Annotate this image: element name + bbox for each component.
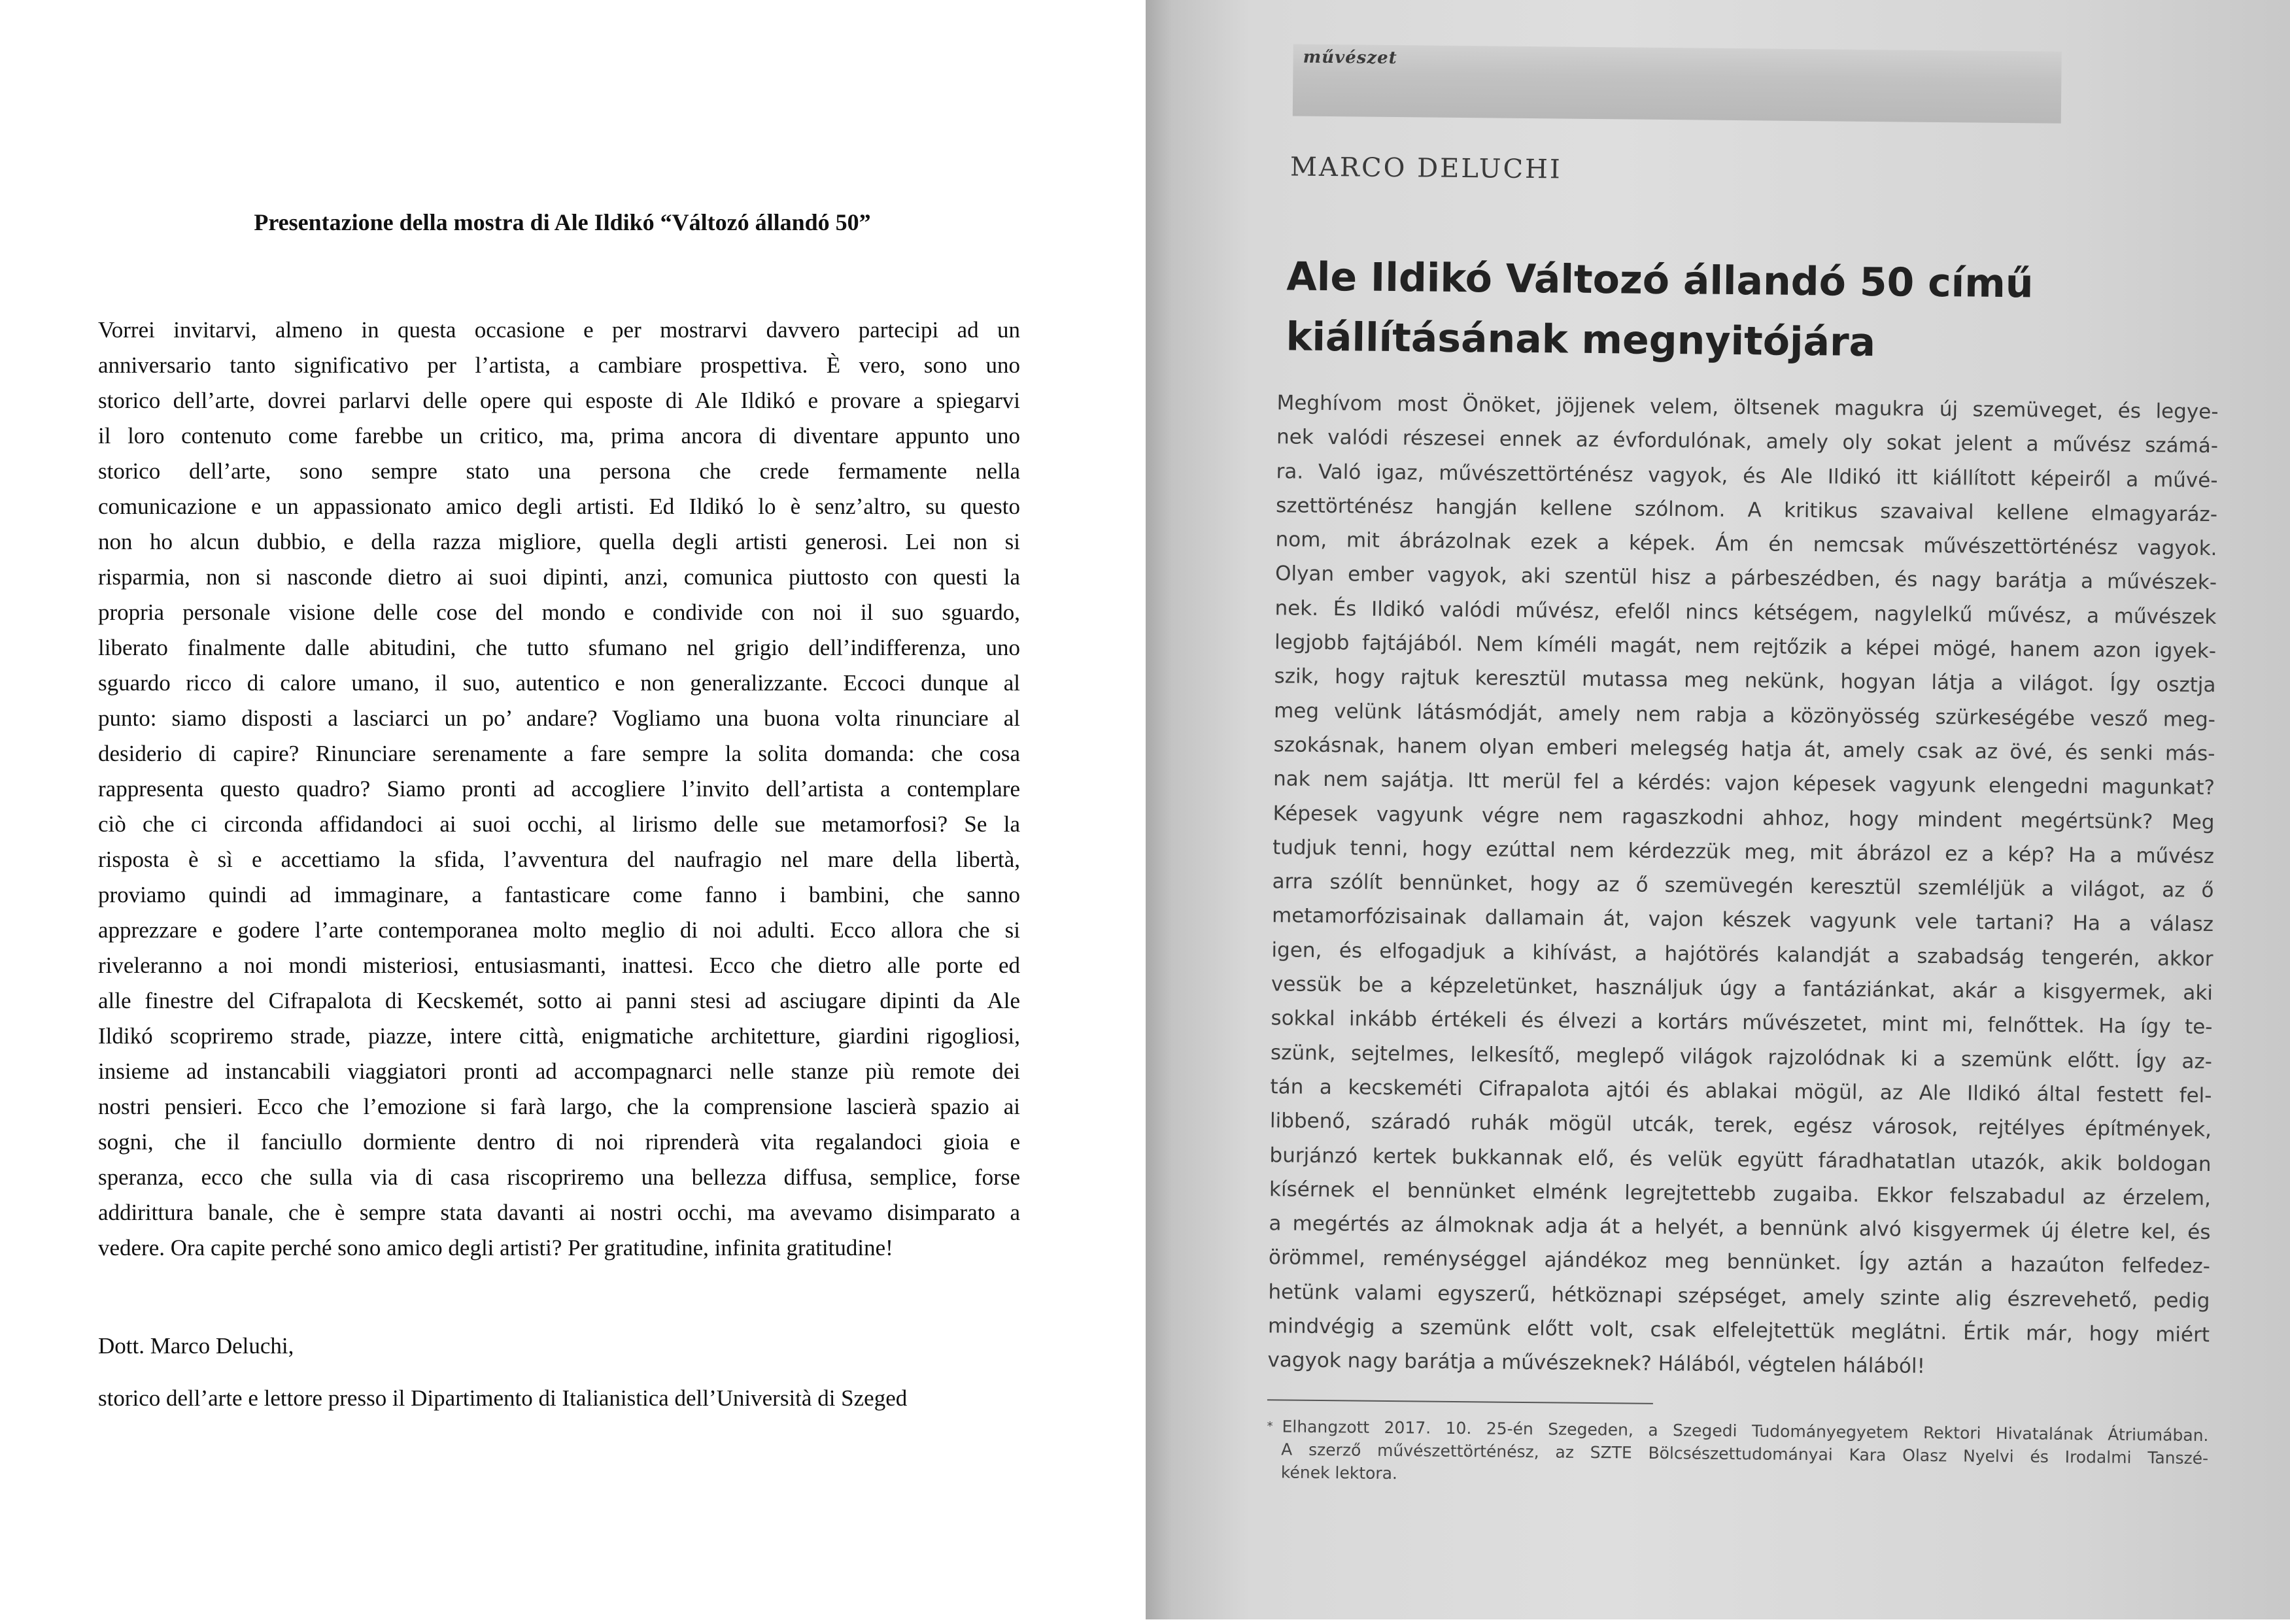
text-line: tudjuk tenni, hogy ezúttal nem kérdezzük meg, mit ábrázol ez a kép? Ha a művész (1272, 836, 2215, 868)
text-line: Meghívom most Önöket, jöjjenek velem, öltsenek magukra új szemüveget, és legye- (1276, 391, 2219, 424)
text-line: alle finestre del Cifrapalota di Kecskemét, sotto ai panni stesi ad asciugare dipinti da Ale (98, 988, 1020, 1013)
text-line: szik, hogy rajtuk keresztül mutassa meg nekünk, hogyan látja a világot. Így osztja (1274, 664, 2216, 698)
text-line: sguardo ricco di calore umano, il suo, autentico e non generalizzante. Eccoci dunque al (98, 670, 1020, 696)
text-line: örömmel, reménységgel ajándékoz meg bennünket. Így aztán a hazaúton felfedez- (1268, 1245, 2211, 1279)
text-line: szokásnak, hanem olyan emberi melegség hatja át, amely csak az övé, és senki más- (1273, 733, 2215, 766)
text-line: storico dell’arte, sono sempre stato una persona che crede fermamente nella (98, 458, 1020, 484)
text-line: ciò che ci circonda affidandoci ai suoi occhi, al lirismo delle sue metamorfosi? Se la (98, 811, 1020, 837)
text-line: nom, mit ábrázolnak ezek a képek. Ám én nemcsak művészettörténész vagyok. (1275, 528, 2217, 561)
section-label: művészet (1303, 47, 1397, 69)
text-line: legjobb fajtájából. Nem kíméli magát, nem rejtőzik a képei mögé, hanem azon igyek- (1274, 630, 2217, 664)
hungarian-body-text (1267, 386, 2218, 1386)
text-line: nak nem sajátja. Itt merül fel a kérdés: vajon képesek vagyunk elengedni magunkat? (1273, 767, 2215, 800)
text-line: a megértés az álmoknak adja át a helyét, a bennünk alvó kisgyermek új életre kel, és (1269, 1211, 2211, 1245)
text-line: hetünk valami egyszerű, hétköznapi szépséget, amely szinte alig észrevehető, pedig (1268, 1279, 2210, 1313)
text-line: addirittura banale, che è sempre stata davanti ai nostri occhi, ma avevamo disimparato a (98, 1200, 1020, 1225)
text-line: igen, és elfogadjuk a kihívást, a hajótörés kalandját a szabadság tengerén, akkor (1271, 938, 2213, 971)
text-line: risparmia, non si nasconde dietro ai suoi dipinti, anzi, comunica piuttosto con questi la (98, 564, 1020, 590)
text-line: sokkal inkább értékeli és élvezi a kortárs művészetet, mint mi, felnőttek. Ha így te- (1271, 1006, 2213, 1040)
right-page-hungarian-scan (1146, 0, 2290, 1619)
text-line: vagyok nagy barátja a művészeknek? Hálából, végtelen hálából! (1267, 1348, 1926, 1379)
page-title: Presentazione della mostra di Ale Ildikó “Változó állandó 50” (254, 209, 871, 235)
text-line: rappresenta questo quadro? Siamo pronti ad accogliere l’invito dell’artista a contemplare (98, 776, 1020, 802)
text-line: Képesek vagyunk végre nem ragaszkodni ahhoz, hogy mindent megértsünk? Meg (1273, 801, 2215, 834)
left-page-italian (0, 0, 1146, 1619)
text-line: comunicazione e un appassionato amico degli artisti. Ed Ildikó lo è senz’altro, su questo (98, 494, 1020, 519)
footnote-text: kének lektora. (1280, 1463, 1398, 1483)
text-line: il loro contenuto come farebbe un critico, ma, prima ancora di diventare appunto uno (98, 423, 1020, 448)
text-line: proviamo quindi ad immaginare, a fantasticare come fanno i bambini, che sanno (98, 882, 1020, 907)
footnote (1267, 1415, 2209, 1493)
text-line: burjánzó kertek bukkannak elő, és velük együtt fáradhatatlan utazók, akik boldogan (1269, 1143, 2212, 1176)
text-line: storico dell’arte, dovrei parlarvi delle opere qui esposte di Ale Ildikó e provare a spiegarvi (98, 388, 1020, 413)
text-line: Ildikó scopriremo strade, piazze, intere città, enigmatiche architetture, giardini rigogliosi, (98, 1023, 1020, 1049)
text-line: risposta è sì e accettiamo la sfida, l’avventura del naufragio nel mare della libertà, (98, 847, 1020, 872)
text-line: speranza, ecco che sulla via di casa riscopriremo una bellezza diffusa, semplice, forse (98, 1164, 1020, 1190)
text-line: metamorfózisainak dallamain át, vajon készek vagyunk vele tartani? Ha a válasz (1271, 904, 2214, 937)
text-line: ra. Való igaz, művészettörténész vagyok, és Ale Ildikó itt kiállított képeiről a művé- (1276, 459, 2218, 492)
footnote-text: A szerző művészettörténész, az SZTE Bölcsészettudományai Kara Olasz Nyelvi és Irodalmi Tanszé- (1281, 1440, 2209, 1468)
text-line: insieme ad instancabili viaggiatori pronti ad accompagnarci nelle stanze più remote dei (98, 1058, 1020, 1084)
footnote-divider (1267, 1399, 1653, 1404)
footnote-marker: * (1267, 1419, 1273, 1434)
text-line: szünk, sejtelmes, lelkesítő, meglepő világok rajzolódnak ki a szemünk előtt. Így az- (1270, 1040, 2213, 1074)
text-line: vessük be a képzeletünket, használjuk úgy a fantáziánkat, akár a kisgyermek, aki (1271, 972, 2213, 1006)
text-line: tán a kecskeméti Cifrapalota ajtói és ablakai mögül, az Ale Ildikó által festett fel- (1270, 1075, 2212, 1108)
text-line: anniversario tanto significativo per l’artista, a cambiare prospettiva. È vero, sono uno (98, 352, 1020, 378)
signature-name: Dott. Marco Deluchi, (98, 1333, 294, 1359)
text-line: nek. És Ildikó valódi művész, efelől nincs kétségem, nagylelkű művész, a művészek (1274, 596, 2217, 629)
italian-body-text (98, 313, 1020, 1266)
signature-role: storico dell’arte e lettore presso il Dipartimento di Italianistica dell’Università di Szeged (98, 1385, 908, 1411)
text-line: punto: siamo disposti a lasciarci un po’ andare? Vogliamo una buona volta rinunciare al (98, 705, 1020, 731)
text-line: nostri pensieri. Ecco che l’emozione si farà largo, che la comprensione lascierà spazio ai (98, 1094, 1020, 1119)
text-line: szettörténész hangján kellene szólnom. A kritikus szavaival kellene elmagyaráz- (1275, 494, 2218, 527)
text-line: mindvégig a szemünk előtt volt, csak elfelejtettük meglátni. Értik már, hogy miért (1267, 1314, 2210, 1347)
text-line: libbenő, száradó ruhák mögül utcák, terek, egész városok, rejtélyes építmények, (1269, 1109, 2212, 1142)
article-title-line: kiállításának megnyitójára (1286, 314, 1876, 366)
author-name: MARCO DELUCHI (1290, 152, 1562, 185)
text-line: riveleranno a noi mondi misteriosi, entusiasmanti, inattesi. Ecco che dietro alle porte ed (98, 953, 1020, 978)
article-title-line: Ale Ildikó Változó állandó 50 című (1286, 254, 2034, 307)
text-line: non ho alcun dubbio, e della razza migliore, quella degli artisti generosi. Lei non si (98, 529, 1020, 554)
text-line: meg velünk látásmódját, amely nem rabja a közönyösség szürkeségébe vesző meg- (1273, 698, 2216, 732)
article-title (1286, 246, 2104, 375)
text-line: kísérnek el bennünket elménk legrejtettebb zugaiba. Ekkor felszabadul az érzelem, (1269, 1177, 2212, 1210)
text-line: apprezzare e godere l’arte contemporanea molto meglio di noi adulti. Ecco allora che si (98, 917, 1020, 943)
text-line: liberato finalmente dalle abitudini, che tutto sfumano nel grigio dell’indifferenza, uno (98, 635, 1020, 660)
section-header-band (1293, 44, 2062, 124)
footnote-text: Elhangzott 2017. 10. 25-én Szegeden, a Szegedi Tudományegyetem Rektori Hivatalának Átriumában. (1282, 1417, 2209, 1446)
text-line: sogni, che il fanciullo dormiente dentro di noi riprenderà vita regalandoci gioia e (98, 1129, 1020, 1155)
text-line: propria personale visione delle cose del mondo e condivide con noi il suo sguardo, (98, 600, 1020, 625)
text-line: desiderio di capire? Rinunciare serenamente a fare sempre la solita domanda: che cosa (98, 741, 1020, 766)
text-line: arra szólít bennünket, hogy az ő szemüvegén keresztül szemléljük a világot, az ő (1272, 870, 2214, 903)
text-line: Vorrei invitarvi, almeno in questa occasione e per mostrarvi davvero partecipi ad un (98, 317, 1020, 343)
text-line: vedere. Ora capite perché sono amico degli artisti? Per gratitudine, infinita gratitudine! (98, 1235, 893, 1260)
text-line: Olyan ember vagyok, aki szentül hisz a párbeszédben, és nagy barátja a művészek- (1274, 562, 2217, 595)
text-line: nek valódi részesei ennek az évfordulónak, amely oly sokat jelent a művész számá- (1276, 425, 2219, 458)
